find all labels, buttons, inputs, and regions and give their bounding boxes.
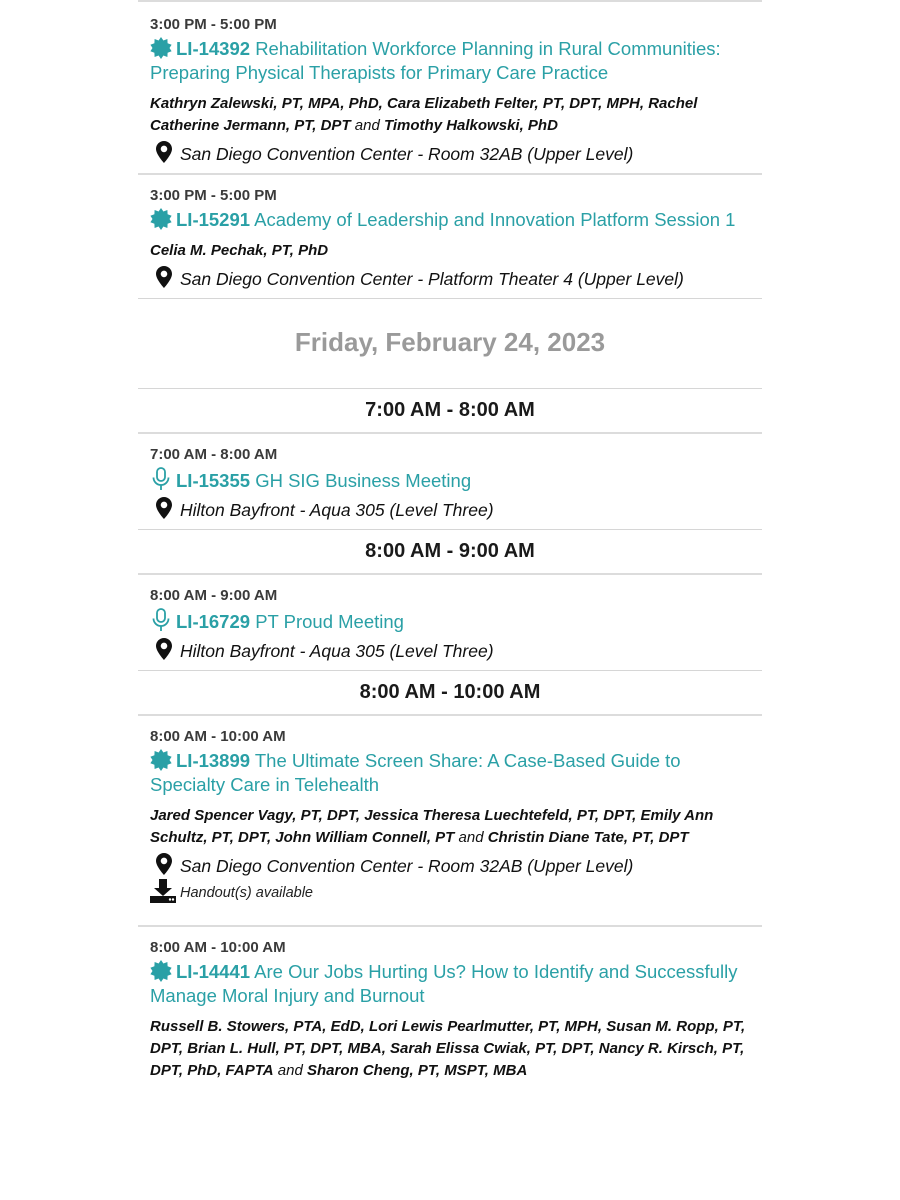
schedule-column bbox=[138, 0, 762, 1090]
badge-icon bbox=[150, 749, 172, 771]
session-title-link[interactable] bbox=[150, 37, 750, 85]
session-title: Academy of Leadership and Innovation Platform Session 1 bbox=[254, 209, 736, 230]
session-card bbox=[138, 434, 762, 529]
speaker-list: Jared Spencer Vagy, PT, DPT, Jessica Theresa Luechtefeld, PT, DPT, Emily Ann Schultz, PT, DPT, John William Connell, PT and Christin Diane Tate, PT, DPT bbox=[150, 807, 714, 846]
speaker-name[interactable]: John William Connell, PT bbox=[275, 829, 455, 846]
speaker-name[interactable]: Brian L. Hull, PT, DPT, MBA bbox=[187, 1040, 382, 1057]
session-code: LI-15291 bbox=[176, 209, 251, 230]
time-slot-heading: 8:00 AM - 9:00 AM bbox=[365, 540, 535, 562]
session-code: LI-15355 bbox=[176, 470, 251, 491]
speaker-name[interactable]: Cara Elizabeth Felter, PT, DPT, MPH bbox=[387, 95, 640, 112]
speaker-name[interactable]: Nancy R. Kirsch, PT, DPT, PhD, FAPTA bbox=[150, 1040, 745, 1079]
speaker-joiner: and bbox=[454, 829, 488, 846]
session-code: LI-13899 bbox=[176, 750, 251, 771]
session-time: 8:00 AM - 10:00 AM bbox=[150, 728, 286, 745]
session-location bbox=[150, 497, 750, 521]
speaker-name[interactable]: Christin Diane Tate, PT, DPT bbox=[487, 829, 689, 846]
speaker-joiner: and bbox=[350, 117, 384, 134]
session-time: 7:00 AM - 8:00 AM bbox=[150, 446, 278, 463]
session-code: LI-16729 bbox=[176, 611, 251, 632]
microphone-icon bbox=[150, 608, 172, 632]
session-location bbox=[150, 853, 750, 877]
session-location bbox=[150, 266, 750, 290]
location-text: San Diego Convention Center - Room 32AB (Upper Level) bbox=[180, 856, 634, 876]
badge-icon bbox=[150, 208, 172, 230]
session-title: PT Proud Meeting bbox=[255, 611, 404, 632]
speaker-name[interactable]: Russell B. Stowers, PTA, EdD bbox=[150, 1018, 361, 1035]
microphone-icon bbox=[150, 467, 172, 491]
speaker-name[interactable]: Jessica Theresa Luechtefeld, PT, DPT bbox=[364, 807, 633, 824]
session-card bbox=[138, 2, 762, 173]
time-slot-heading: 8:00 AM - 10:00 AM bbox=[359, 681, 541, 703]
speaker-name[interactable]: Kathryn Zalewski, PT, MPA, PhD bbox=[150, 95, 379, 112]
session-title-link[interactable] bbox=[150, 467, 750, 493]
session-location bbox=[150, 141, 750, 165]
divider bbox=[138, 298, 762, 299]
session-location bbox=[150, 638, 750, 662]
session-title: The Ultimate Screen Share: A Case-Based Guide to Specialty Care in Telehealth bbox=[150, 750, 681, 795]
speaker-list: Russell B. Stowers, PTA, EdD, Lori Lewis Pearlmutter, PT, MPH, Susan M. Ropp, PT, DPT, Brian L. Hull, PT, DPT, MBA, Sarah Elissa Cwiak, PT, DPT, Nancy R. Kirsch, PT, DPT, PhD, FAPTA and Sharon Cheng, PT, MSPT, MBA bbox=[150, 1018, 746, 1079]
badge-icon bbox=[150, 37, 172, 59]
session-card bbox=[138, 575, 762, 670]
location-pin-icon bbox=[156, 497, 172, 519]
session-title-link[interactable] bbox=[150, 960, 750, 1008]
session-card bbox=[138, 175, 762, 298]
location-text: San Diego Convention Center - Platform Theater 4 (Upper Level) bbox=[180, 269, 684, 289]
location-pin-icon bbox=[156, 266, 172, 288]
session-card bbox=[138, 716, 762, 911]
handout-text: Handout(s) available bbox=[180, 885, 313, 901]
location-text: San Diego Convention Center - Room 32AB (Upper Level) bbox=[180, 144, 634, 164]
speaker-name[interactable]: Sharon Cheng, PT, MSPT, MBA bbox=[307, 1062, 528, 1079]
speaker-name[interactable]: Sarah Elissa Cwiak, PT, DPT bbox=[390, 1040, 591, 1057]
session-time: 8:00 AM - 9:00 AM bbox=[150, 587, 278, 604]
handout-link[interactable] bbox=[150, 879, 750, 903]
speaker-joiner: and bbox=[273, 1062, 307, 1079]
speaker-list bbox=[150, 240, 750, 262]
session-title-link[interactable] bbox=[150, 749, 750, 797]
location-pin-icon bbox=[156, 638, 172, 660]
badge-icon bbox=[150, 960, 172, 982]
speaker-name[interactable]: Jared Spencer Vagy, PT, DPT bbox=[150, 807, 356, 824]
session-title: GH SIG Business Meeting bbox=[255, 470, 472, 491]
session-code: LI-14392 bbox=[176, 38, 251, 59]
location-pin-icon bbox=[156, 141, 172, 163]
session-time: 3:00 PM - 5:00 PM bbox=[150, 16, 277, 33]
day-heading: Friday, February 24, 2023 bbox=[294, 327, 606, 357]
time-slot-heading: 7:00 AM - 8:00 AM bbox=[365, 399, 535, 421]
location-pin-icon bbox=[156, 853, 172, 875]
speaker-name[interactable]: Susan M. Ropp, PT, DPT bbox=[150, 1018, 746, 1057]
location-text: Hilton Bayfront - Aqua 305 (Level Three) bbox=[180, 500, 494, 520]
session-card bbox=[138, 927, 762, 1090]
speaker-name[interactable]: Lori Lewis Pearlmutter, PT, MPH bbox=[368, 1018, 598, 1035]
session-title-link[interactable] bbox=[150, 208, 750, 232]
download-icon bbox=[150, 879, 176, 903]
location-text: Hilton Bayfront - Aqua 305 (Level Three) bbox=[180, 641, 494, 661]
speaker-list: Kathryn Zalewski, PT, MPA, PhD, Cara Elizabeth Felter, PT, DPT, MPH, Rachel Catherine Jermann, PT, DPT and Timothy Halkowski, PhD bbox=[150, 95, 698, 134]
session-code: LI-14441 bbox=[176, 961, 251, 982]
session-title: Are Our Jobs Hurting Us? How to Identify and Successfully Manage Moral Injury and Burnout bbox=[150, 961, 738, 1006]
session-title-link[interactable] bbox=[150, 608, 750, 634]
speaker-name[interactable]: Rachel Catherine Jermann, PT, DPT bbox=[150, 95, 698, 134]
session-time: 8:00 AM - 10:00 AM bbox=[150, 939, 286, 956]
speaker-name[interactable]: Emily Ann Schultz, PT, DPT bbox=[150, 807, 714, 846]
speaker-name[interactable]: Timothy Halkowski, PhD bbox=[383, 117, 558, 134]
session-time: 3:00 PM - 5:00 PM bbox=[150, 187, 277, 204]
session-title: Rehabilitation Workforce Planning in Rural Communities: Preparing Physical Therapists for Primary Care Practice bbox=[150, 38, 721, 83]
speaker-name[interactable]: Celia M. Pechak, PT, PhD bbox=[150, 242, 329, 259]
